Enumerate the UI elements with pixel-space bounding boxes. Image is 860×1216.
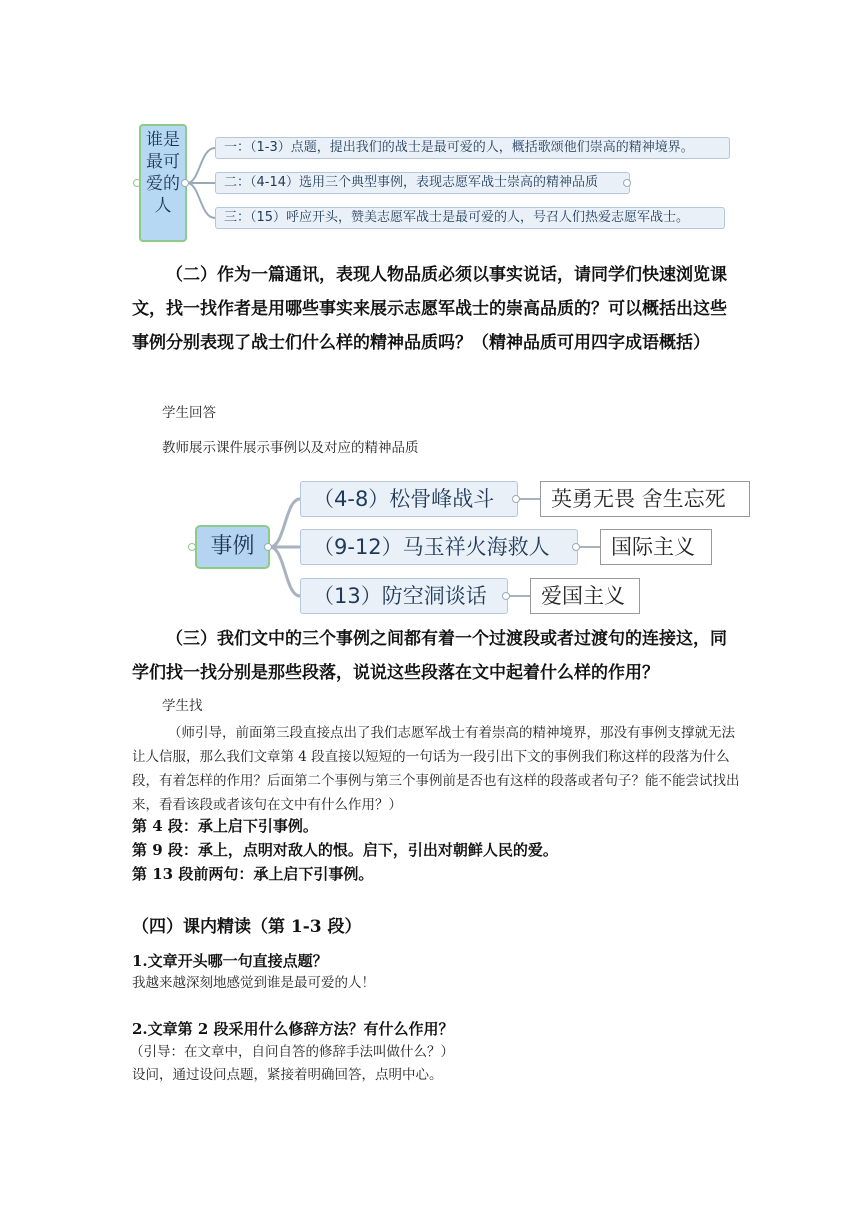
section3-question: （三）我们文中的三个事例之间都有着一个过渡段或者过渡句的连接这，同学们找一找分别是那些段落，说说这些段落在文中起着什么样的作用？ [132,629,727,683]
hint-q2: （引导：在文章中，自问自答的修辞手法叫做什么？） [130,1044,454,1060]
quality-2: 国际主义 [600,529,712,565]
section3-guide: （师引导，前面第三段直接点出了我们志愿军战士有着崇高的精神境界，那没有事例支撑就无法让人信服，那么我们文章第 4 段直接以短短的一句话为一段引出下文的事例我们称这样的段落为什么段，有着怎样的作用？后面第二个事例与第三个事例前是否也有这样的段落或者句子？能不能尝试找出来，看看该段或者该句在文中有什么作用？） [132,725,740,813]
answer-q2: 设问，通过设问点题，紧接着明确回答，点明中心。 [132,1067,443,1083]
collapse-handle-right[interactable] [181,179,189,187]
mindmap2-root: 事例 [195,525,270,569]
answer-1: 第 4 段：承上启下引事例。 [132,817,318,835]
answer-2: 第 9 段：承上，点明对敌人的恨。启下，引出对朝鲜人民的爱。 [132,841,558,859]
section4-heading: （四）课内精读（第 1-3 段） [132,917,362,937]
question-1: 1.文章开头哪一句直接点题？ [132,952,328,970]
mindmap1-branch-3: 三：（15）呼应开头，赞美志愿军战士是最可爱的人，号召人们热爱志愿军战士。 [215,207,725,229]
mindmap1-root [139,124,187,242]
event-3: （13）防空洞谈话 [300,578,508,614]
event-1-handle[interactable] [512,495,520,503]
event-2-handle[interactable] [572,543,580,551]
section2-question: （二）作为一篇通讯，表现人物品质必须以事实说话，请同学们快速浏览课文，找一找作者是用哪些事实来展示志愿军战士的崇高品质的？可以概括出这些事例分别表现了战士们什么样的精神品质吗？（精神品质可用四字成语概括） [132,265,727,353]
branch-2-handle[interactable] [623,179,631,187]
question-2: 2.文章第 2 段采用什么修辞方法？有什么作用？ [132,1020,454,1038]
answer-3: 第 13 段前两句：承上启下引事例。 [132,865,374,883]
collapse-handle-right[interactable] [264,543,272,551]
mindmap1-root-label: 谁是最可爱的人 [146,130,180,216]
section2-student-answer: 学生回答 [162,405,216,421]
answer-q1: 我越来越深刻地感觉到谁是最可爱的人！ [132,975,375,991]
mindmap1-branch-2: 二：（4-14）选用三个典型事例，表现志愿军战士崇高的精神品质 [215,172,630,194]
quality-3: 爱国主义 [530,578,640,614]
event-2: （9-12）马玉祥火海救人 [300,529,578,565]
section3-student-find: 学生找 [162,698,203,714]
mindmap1-branch-1: 一：（1-3）点题，提出我们的战士是最可爱的人，概括歌颂他们崇高的精神境界。 [215,137,730,159]
quality-1: 英勇无畏 舍生忘死 [540,481,750,517]
event-1: （4-8）松骨峰战斗 [300,481,518,517]
section2-teacher-note: 教师展示课件展示事例以及对应的精神品质 [162,440,419,456]
event-3-handle[interactable] [502,592,510,600]
